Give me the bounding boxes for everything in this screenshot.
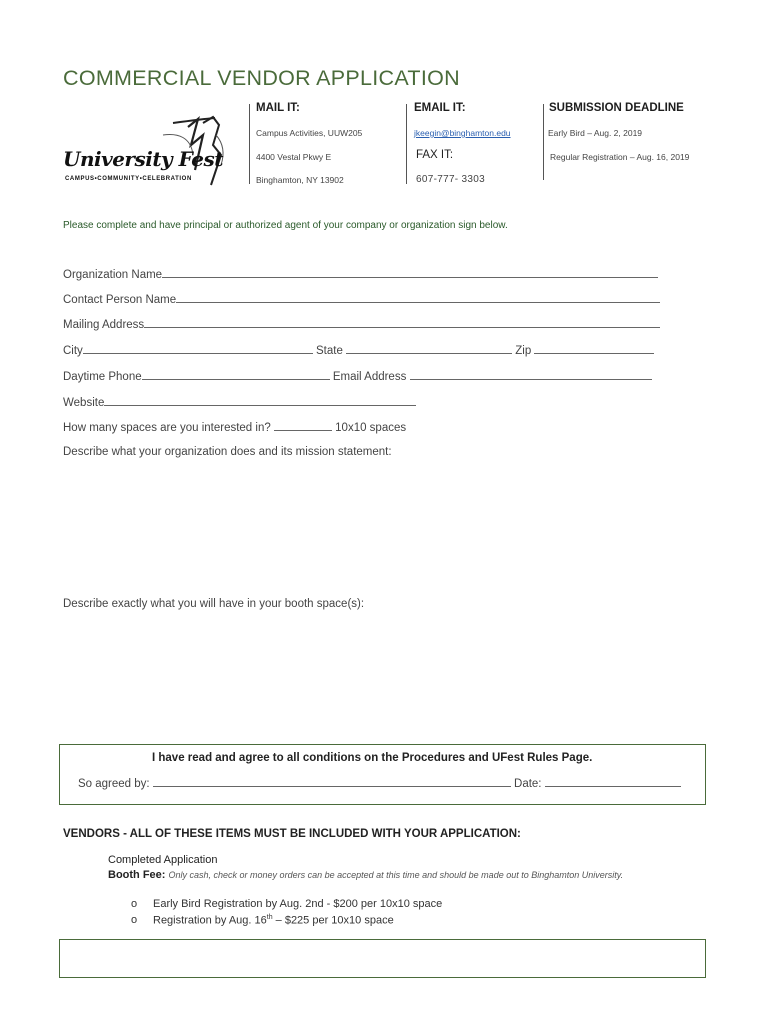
mailing-address-field xyxy=(63,318,660,331)
describe-booth-area[interactable] xyxy=(63,618,703,736)
organization-name-label: Organization Name xyxy=(63,269,163,281)
mail-line-1: Campus Activities, UUW205 xyxy=(256,128,363,138)
spaces-unit: 10x10 spaces xyxy=(335,422,407,434)
signature-input[interactable] xyxy=(153,777,511,787)
city-input[interactable] xyxy=(83,344,313,354)
phone-email-row xyxy=(63,370,652,383)
mail-label: MAIL IT: xyxy=(256,102,300,114)
email-address-label: Email Address xyxy=(332,371,407,383)
page-title: COMMERCIAL VENDOR APPLICATION xyxy=(63,66,460,90)
divider xyxy=(249,104,250,184)
logo-main-text: University Fest xyxy=(63,147,223,171)
early-bird-deadline: Early Bird – Aug. 2, 2019 xyxy=(548,128,643,138)
booth-fee-item xyxy=(108,869,708,882)
booth-fee-note: Only cash, check or money orders can be accepted at this time and should be made out to Binghamton University. xyxy=(168,870,624,880)
email-label: EMAIL IT: xyxy=(414,102,466,114)
bullet-marker: o xyxy=(131,898,138,910)
agreement-box xyxy=(59,744,706,805)
mail-line-2: 4400 Vestal Pkwy E xyxy=(256,152,332,162)
describe-booth-label: Describe exactly what you will have in your booth space(s): xyxy=(63,598,365,610)
zip-label: Zip xyxy=(515,345,532,357)
instruction-notice: Please complete and have principal or authorized agent of your company or organization sign below. xyxy=(63,220,508,231)
so-agreed-by-label: So agreed by: xyxy=(78,778,150,790)
state-label: State xyxy=(316,345,343,357)
mail-line-3: Binghamton, NY 13902 xyxy=(256,175,344,185)
regular-fee-price: – $225 per 10x10 space xyxy=(272,914,394,927)
vendors-heading: VENDORS - ALL OF THESE ITEMS MUST BE INCLUDED WITH YOUR APPLICATION: xyxy=(63,828,521,840)
divider xyxy=(543,104,544,180)
regular-deadline: Regular Registration – Aug. 16, 2019 xyxy=(550,152,690,162)
daytime-phone-input[interactable] xyxy=(142,370,330,380)
regular-fee-item xyxy=(153,914,394,927)
daytime-phone-label: Daytime Phone xyxy=(63,371,142,383)
bullet-marker: o xyxy=(131,914,138,926)
website-input[interactable] xyxy=(104,396,416,406)
date-label: Date: xyxy=(514,778,542,790)
city-label: City xyxy=(63,345,83,357)
university-fest-logo xyxy=(63,115,245,190)
bottom-box xyxy=(59,939,706,978)
website-field xyxy=(63,396,416,409)
fax-label: FAX IT: xyxy=(416,149,454,161)
booth-fee-label: Booth Fee: xyxy=(108,869,166,881)
fax-number: 607-777- 3303 xyxy=(416,174,485,185)
mailing-address-input[interactable] xyxy=(144,318,660,328)
spaces-input[interactable] xyxy=(274,421,332,431)
ordinal-suffix: th xyxy=(266,914,273,921)
mailing-address-label: Mailing Address xyxy=(63,319,145,331)
regular-fee-text: Registration by Aug. 16 xyxy=(153,914,267,927)
describe-organization-area[interactable] xyxy=(63,466,703,592)
zip-input[interactable] xyxy=(534,344,654,354)
describe-organization-label: Describe what your organization does and its mission statement: xyxy=(63,446,392,458)
deadline-label: SUBMISSION DEADLINE xyxy=(549,102,684,114)
agreement-statement: I have read and agree to all conditions on the Procedures and UFest Rules Page. xyxy=(152,752,593,764)
spaces-field xyxy=(63,421,406,434)
state-input[interactable] xyxy=(346,344,512,354)
contact-person-label: Contact Person Name xyxy=(63,294,177,306)
organization-name-input[interactable] xyxy=(162,268,658,278)
email-link[interactable]: jkeegin@binghamton.edu xyxy=(414,128,511,138)
contact-person-field xyxy=(63,293,660,306)
logo-tagline: CAMPUS•COMMUNITY•CELEBRATION xyxy=(65,176,192,182)
early-bird-fee-item: Early Bird Registration by Aug. 2nd - $200 per 10x10 space xyxy=(153,898,443,910)
date-input[interactable] xyxy=(545,777,681,787)
email-address-input[interactable] xyxy=(410,370,652,380)
contact-person-input[interactable] xyxy=(176,293,660,303)
completed-application-item: Completed Application xyxy=(108,854,218,866)
signature-row xyxy=(78,777,681,790)
spaces-question: How many spaces are you interested in? xyxy=(63,422,271,434)
organization-name-field xyxy=(63,268,658,281)
website-label: Website xyxy=(63,397,105,409)
city-state-zip-row xyxy=(63,344,654,357)
divider xyxy=(406,104,407,184)
